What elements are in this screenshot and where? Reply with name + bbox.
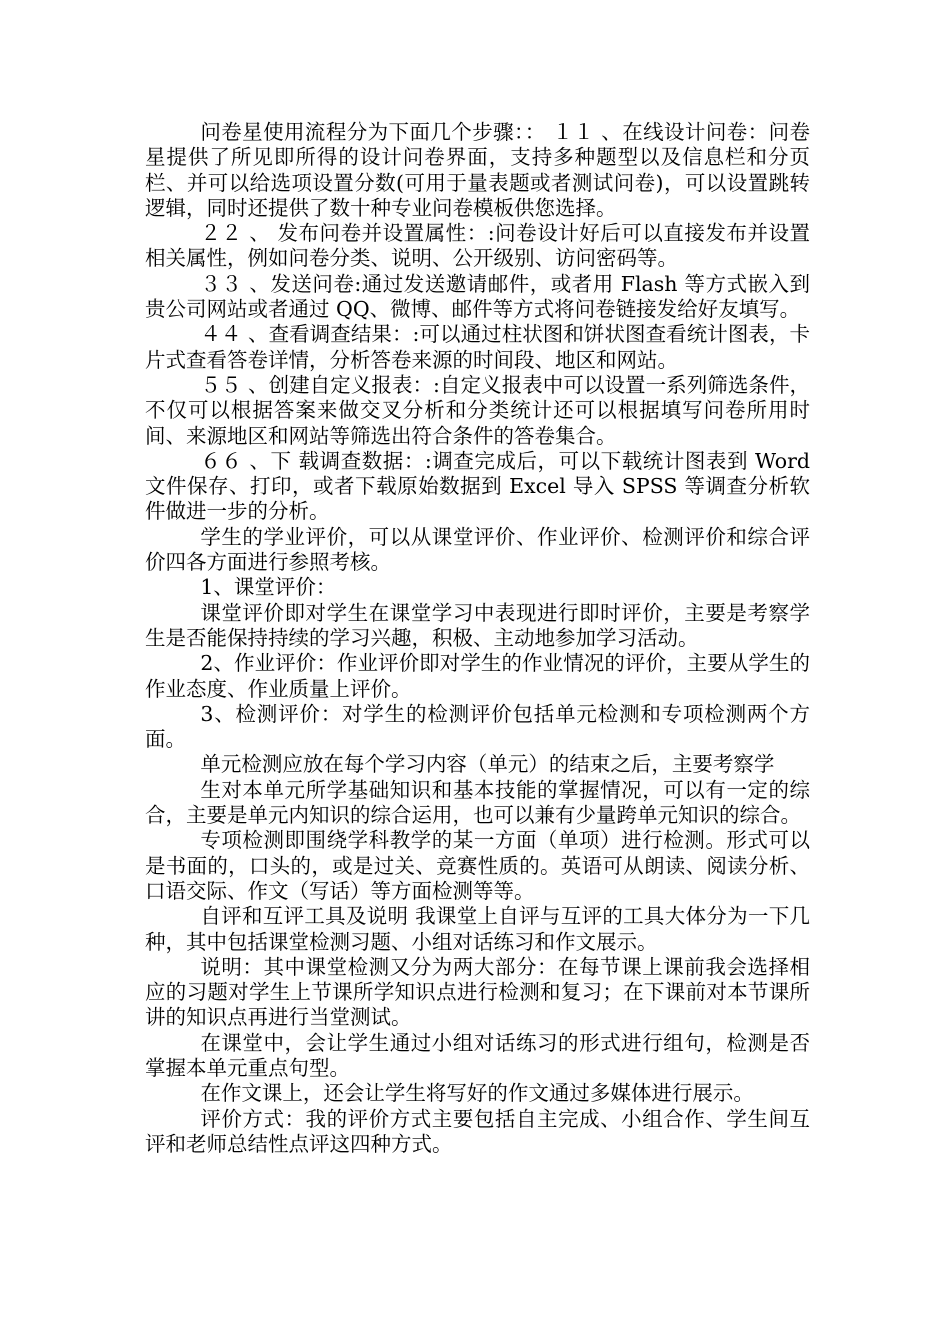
paragraph: 专项检测即围绕学科教学的某一方面（单项）进行检测。形式可以是书面的，口头的，或是过关、竞赛性质的。英语可从朗读、阅读分析、口语交际、作文（写话）等方面检测等等。 — [145, 828, 810, 903]
paragraph: 课堂评价即对学生在课堂学习中表现进行即时评价，主要是考察学生是否能保持持续的学习兴趣，积极、主动地参加学习活动。 — [145, 600, 810, 650]
paragraph: ３３ 、发送问卷:通过发送邀请邮件，或者用 Flash 等方式嵌入到贵公司网站或者通过 QQ、微博、邮件等方式将问卷链接发给好友填写。 — [145, 271, 810, 322]
paragraph: 问卷星使用流程分为下面几个步骤：： １１ 、在线设计问卷：问卷星提供了所见即所得的设计问卷界面，支持多种题型以及信息栏和分页栏、并可以给选项设置分数(可用于量表题或者测试问卷)，可以设置跳转逻辑，同时还提供了数十种专业问卷模板供您选择。 — [145, 120, 810, 220]
paragraph: 学生的学业评价，可以从课堂评价、作业评价、检测评价和综合评价四各方面进行参照考核。 — [145, 524, 810, 575]
paragraph: ６６ 、下 载调查数据：:调查完成后，可以下载统计图表到 Word 文件保存、打印，或者下载原始数据到 Excel 导入 SPSS 等调查分析软件做进一步的分析。 — [145, 448, 810, 524]
document-body — [145, 120, 810, 1157]
paragraph: ５５ 、创建自定义报表：:自定义报表中可以设置一系列筛选条件，不仅可以根据答案来做交叉分析和分类统计还可以根据填写问卷所用时间、来源地区和网站等筛选出符合条件的答卷集合。 — [145, 372, 810, 448]
paragraph: 在作文课上，还会让学生将写好的作文通过多媒体进行展示。 — [200, 1081, 754, 1106]
paragraph: 单元检测应放在每个学习内容（单元）的结束之后，主要考察学 — [200, 752, 775, 777]
paragraph: 生对本单元所学基础知识和基本技能的掌握情况，可以有一定的综合，主要是单元内知识的综合运用，也可以兼有少量跨单元知识的综合。 — [145, 777, 810, 828]
paragraph: ２２ 、 发布问卷并设置属性：:问卷设计好后可以直接发布并设置相关属性，例如问卷分类、说明、公开级别、访问密码等。 — [145, 221, 810, 271]
paragraph: 评价方式：我的评价方式主要包括自主完成、小组合作、学生间互评和老师总结性点评这四种方式。 — [145, 1106, 810, 1156]
paragraph: 1、课堂评价： — [200, 575, 337, 600]
paragraph: 2、作业评价：作业评价即对学生的作业情况的评价，主要从学生的作业态度、作业质量上评价。 — [145, 651, 810, 701]
paragraph: ４４ 、查看调查结果：:可以通过柱状图和饼状图查看统计图表，卡片式查看答卷详情，分析答卷来源的时间段、地区和网站。 — [145, 322, 810, 372]
paragraph: 3、检测评价：对学生的检测评价包括单元检测和专项检测两个方面。 — [145, 701, 810, 752]
paragraph: 说明：其中课堂检测又分为两大部分：在每节课上课前我会选择相应的习题对学生上节课所学知识点进行检测和复习；在下课前对本节课所讲的知识点再进行当堂测试。 — [145, 954, 810, 1030]
paragraph: 在课堂中，会让学生通过小组对话练习的形式进行组句，检测是否掌握本单元重点句型。 — [145, 1030, 810, 1080]
paragraph: 自评和互评工具及说明 我课堂上自评与互评的工具大体分为一下几种，其中包括课堂检测习题、小组对话练习和作文展示。 — [145, 904, 810, 954]
